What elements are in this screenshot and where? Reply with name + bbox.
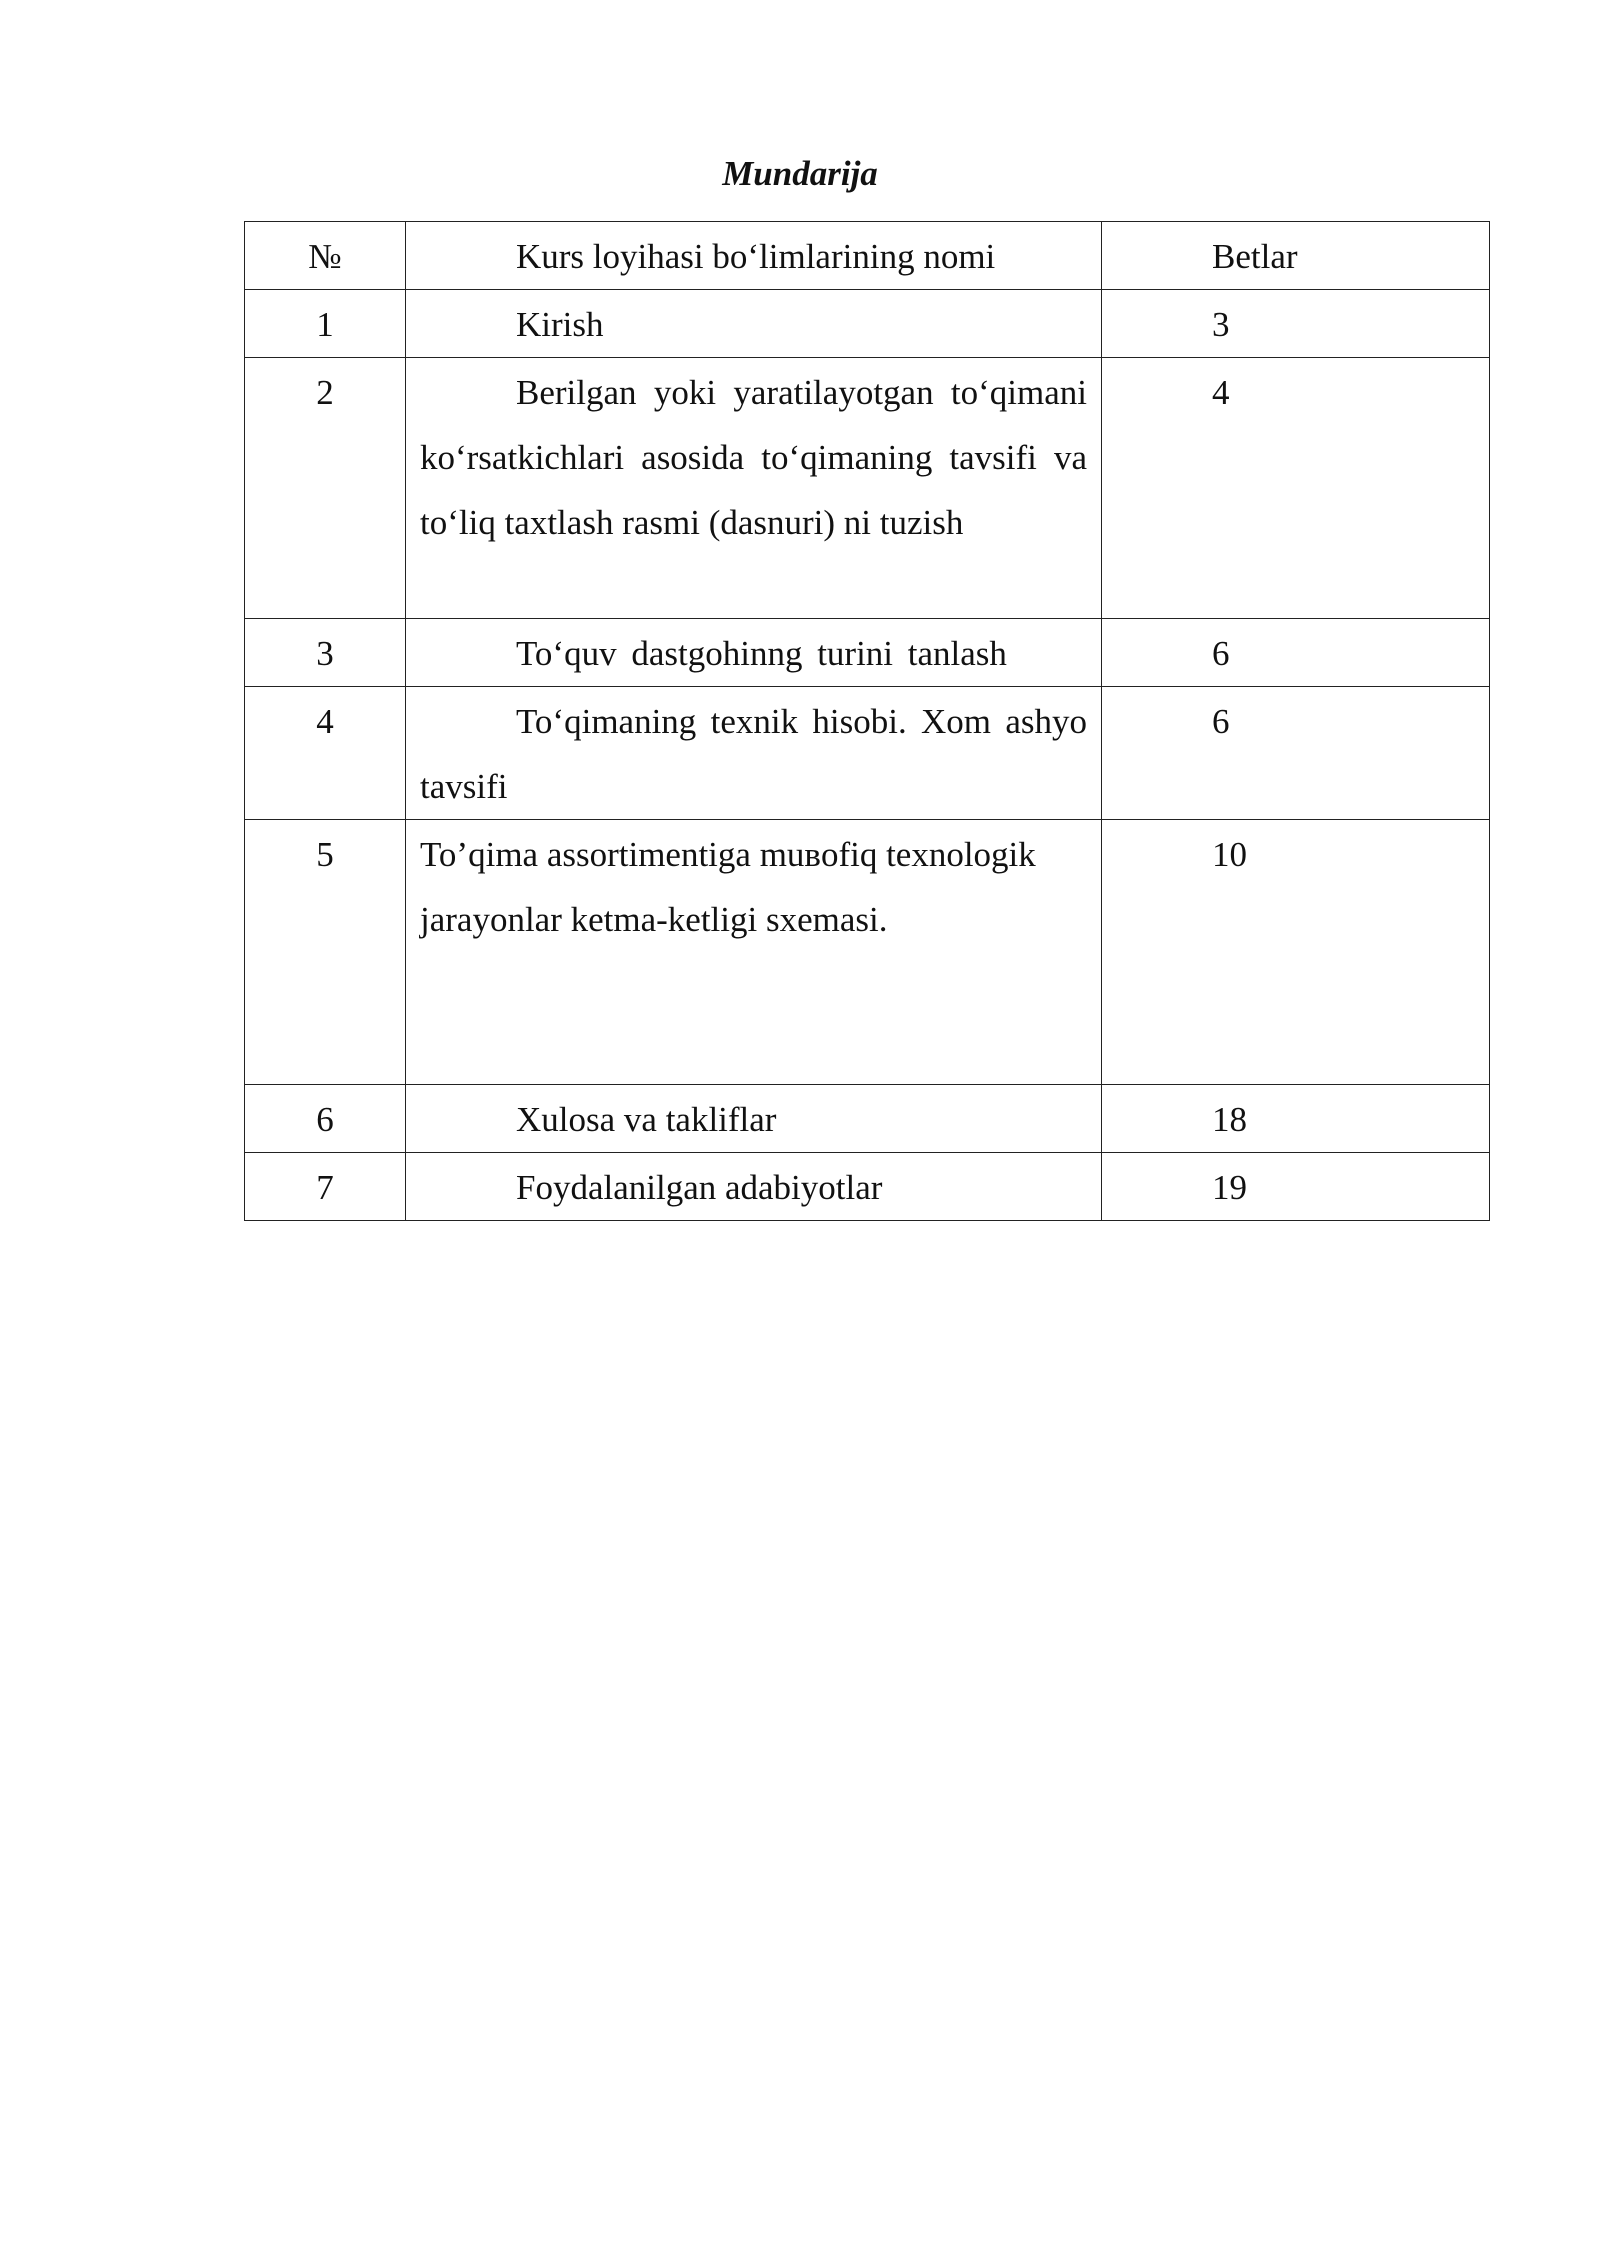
row-page: 4	[1102, 358, 1490, 619]
row-page: 19	[1102, 1153, 1490, 1221]
row-number: 1	[245, 290, 406, 358]
table-row	[245, 290, 1490, 358]
row-section-name-text: Kirish	[516, 305, 604, 344]
table-header-row	[245, 222, 1490, 290]
row-section-name	[406, 358, 1102, 619]
header-pages: Betlar	[1102, 222, 1490, 290]
row-number: 5	[245, 820, 406, 1085]
row-page: 6	[1102, 687, 1490, 820]
row-number: 6	[245, 1085, 406, 1153]
row-page: 18	[1102, 1085, 1490, 1153]
table-row	[245, 1085, 1490, 1153]
row-section-name	[406, 687, 1102, 820]
row-number: 3	[245, 619, 406, 687]
row-number: 7	[245, 1153, 406, 1221]
row-section-name	[406, 1085, 1102, 1153]
table-row	[245, 358, 1490, 619]
table-row	[245, 687, 1490, 820]
row-section-name	[406, 290, 1102, 358]
row-section-name-text: Foydalanilgan adabiyotlar	[516, 1168, 883, 1207]
row-number: 2	[245, 358, 406, 619]
header-section-name-text: Kurs loyihasi bo‘limlarining nomi	[516, 237, 996, 276]
page-title: Mundarija	[722, 154, 878, 193]
row-section-name-text: Xulosa va takliflar	[516, 1100, 777, 1139]
table-row	[245, 820, 1490, 1085]
table-of-contents	[244, 221, 1490, 1221]
row-section-name-text: To‘qimaning texnik hisobi. Xom ashyo tavsifi	[420, 702, 1087, 806]
row-page: 3	[1102, 290, 1490, 358]
row-section-name-text: To‘quv dastgohinng turini tanlash	[516, 634, 1007, 673]
row-section-name	[406, 820, 1102, 1085]
row-section-name-text: Berilgan yoki yaratilayotgan to‘qimani ko‘rsatkichlari asosida to‘qimaning tavsifi va to‘liq taxtlash rasmi (dasnuri) ni tuzish	[420, 373, 1087, 542]
row-number: 4	[245, 687, 406, 820]
row-section-name	[406, 1153, 1102, 1221]
row-page: 6	[1102, 619, 1490, 687]
table-row	[245, 619, 1490, 687]
header-number: №	[245, 222, 406, 290]
row-section-name-text: To’qima assortimentiga muвofiq texnologik jarayonlar ketma-ketligi sxemasi.	[420, 835, 1036, 939]
row-section-name	[406, 619, 1102, 687]
table-row	[245, 1153, 1490, 1221]
header-section-name	[406, 222, 1102, 290]
row-page: 10	[1102, 820, 1490, 1085]
